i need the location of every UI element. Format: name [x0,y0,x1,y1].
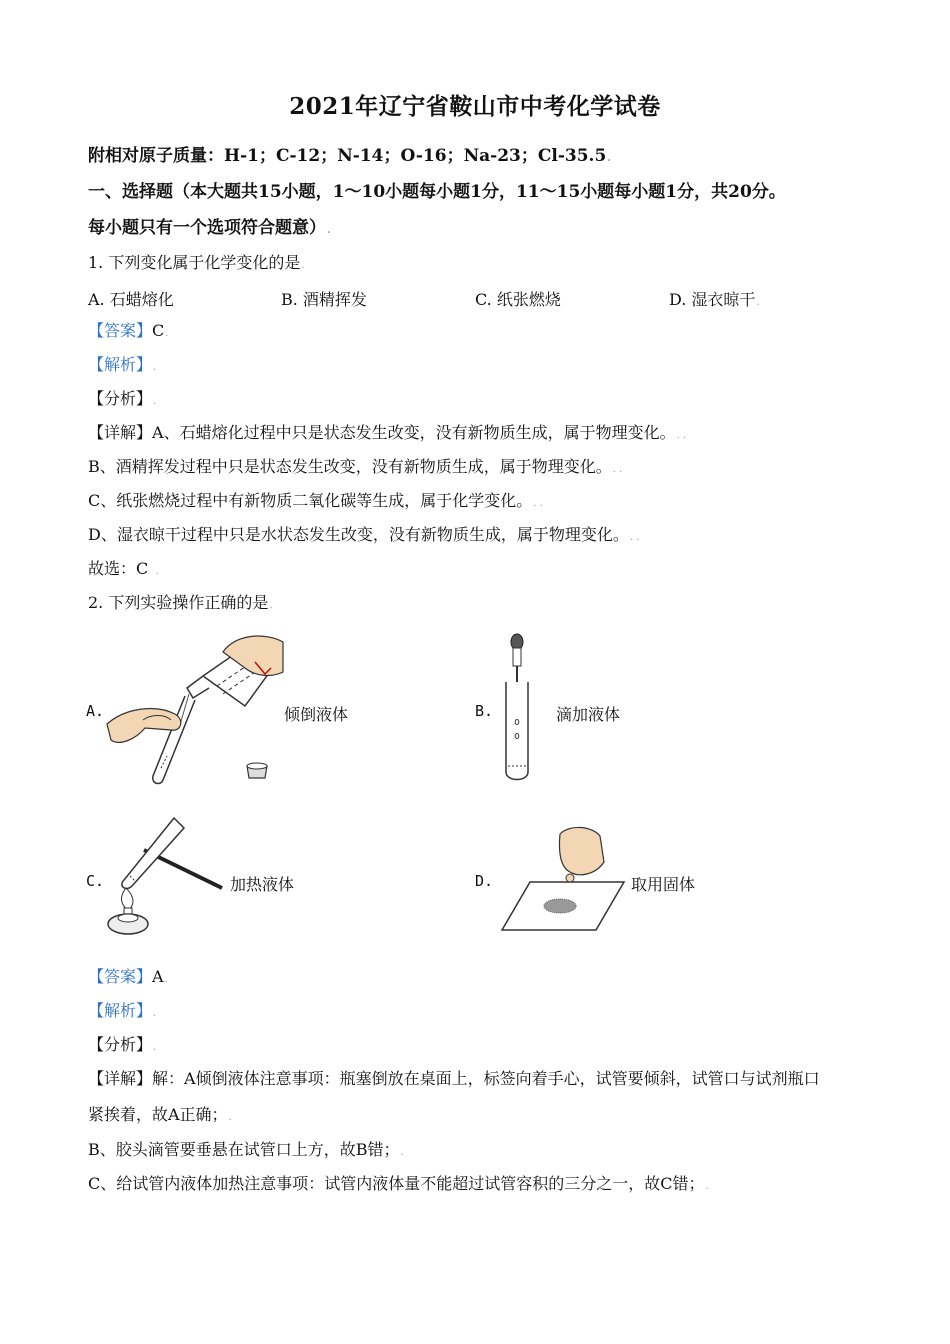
q1-detail-c-text: C、纸张燃烧过程中有新物质二氧化碳等生成，属于化学变化。 [88,491,533,510]
q1-answer-tag: 【答案】 [88,321,153,340]
q2-jiexi: 【解析】. [88,1001,157,1020]
q1-guxuan: 故选：C . [88,559,159,578]
q1-option-b: B. 酒精挥发 [281,290,367,309]
q2-stem-text: 2. 下列实验操作正确的是 [88,593,269,612]
fig-b-caption: 滴加液体 [556,705,621,724]
q1-answer: 【答案】C. [88,321,169,340]
fig-c-caption: 加热液体 [230,875,295,894]
q2-stem: 2. 下列实验操作正确的是. [88,593,273,612]
q1-detail-d: D、湿衣晾干过程中只是水状态发生改变，没有新物质生成，属于物理变化。. . [88,525,640,544]
q2-detail-b: B、胶头滴管要垂悬在试管口上方，故B错；. [88,1140,404,1159]
q1-detail-tag: 【详解】 [88,423,153,442]
q1-detail-b: B、酒精挥发过程中只是状态发生改变，没有新物质生成，属于物理变化。. . [88,457,623,476]
q1-stem: 1. 下列变化属于化学变化的是. [88,253,305,272]
q2-detail-a2-text: 紧挨着，故A正确； [88,1105,228,1124]
q1-detail-a: 【详解】A、石蜡熔化过程中只是状态发生改变，没有新物质生成，属于物理变化。. . [88,423,687,442]
q2-answer-tag: 【答案】 [88,967,153,986]
q1-detail-d-text: D、湿衣晾干过程中只是水状态发生改变，没有新物质生成，属于物理变化。 [88,525,629,544]
fig-d-letter: D. [475,872,494,890]
page-title: 2021年辽宁省鞍山市中考化学试卷 [289,93,661,120]
section-heading-line2: 每小题只有一个选项符合题意）. [88,218,331,238]
q1-option-c: C. 纸张燃烧 [475,290,561,309]
q2-detail-a2: 紧挨着，故A正确；. [88,1105,232,1124]
fig-c-letter: C. [86,872,105,890]
q1-stem-text: 1. 下列变化属于化学变化的是 [88,253,301,272]
fig-d-caption: 取用固体 [631,875,696,894]
q1-option-a: A. 石蜡熔化 [88,290,174,309]
heating-illustration [104,814,228,936]
q1-answer-value: C [152,321,165,340]
q2-detail-tag: 【详解】 [88,1069,153,1088]
q2-fenxi: 【分析】. [88,1035,157,1054]
q2-detail-c-text: C、给试管内液体加热注意事项：试管内液体量不能超过试管容积的三分之一，故C错； [88,1174,705,1193]
q2-detail-a1 [88,1069,820,1089]
q2-detail-a1-text: 解：A倾倒液体注意事项：瓶塞倒放在桌面上，标签向着手心，试管要倾斜，试管口与试剂瓶口 [152,1069,820,1088]
q1-fenxi: 【分析】. [88,389,157,408]
q1-guxuan-text: 故选：C [88,559,149,578]
q2-answer-value: A [152,967,164,986]
q2-detail-c: C、给试管内液体加热注意事项：试管内液体量不能超过试管容积的三分之一，故C错；. [88,1174,709,1193]
solid-sampling-illustration [500,822,628,934]
section-heading-line1: 一、选择题（本大题共15小题，1～10小题每小题1分，11～15小题每小题1分，共20分。 [88,182,786,202]
q1-detail-c: C、纸张燃烧过程中有新物质二氧化碳等生成，属于化学变化。. . [88,491,543,510]
q1-fenxi-tag: 【分析】 [88,389,153,408]
q1-jiexi-tag: 【解析】 [88,355,153,374]
atomic-mass-text: 附相对原子质量：H-1；C-12；N-14；O-16；Na-23；Cl-35.5 [88,146,607,166]
q2-detail-b-text: B、胶头滴管要垂悬在试管口上方，故B错； [88,1140,400,1159]
q2-answer: 【答案】A. [88,967,168,986]
fig-b-letter: B. [475,702,494,720]
fig-a-letter: A. [86,702,105,720]
section-heading-text: 每小题只有一个选项符合题意） [88,218,326,238]
q2-jiexi-tag: 【解析】 [88,1001,153,1020]
pouring-liquid-illustration [105,628,285,788]
q1-option-d-text: D. 湿衣晾干 [669,290,756,309]
q1-jiexi: 【解析】. [88,355,157,374]
q1-option-d: D. 湿衣晾干. [669,290,760,309]
dropper-illustration [496,632,540,782]
atomic-mass-line: 附相对原子质量：H-1；C-12；N-14；O-16；Na-23；Cl-35.5. [88,146,611,166]
q1-detail-b-text: B、酒精挥发过程中只是状态发生改变，没有新物质生成，属于物理变化。 [88,457,612,476]
q2-fenxi-tag: 【分析】 [88,1035,153,1054]
q1-detail-a-text: A、石蜡熔化过程中只是状态发生改变，没有新物质生成，属于物理变化。 [152,423,676,442]
fig-a-caption: 倾倒液体 [284,705,349,724]
